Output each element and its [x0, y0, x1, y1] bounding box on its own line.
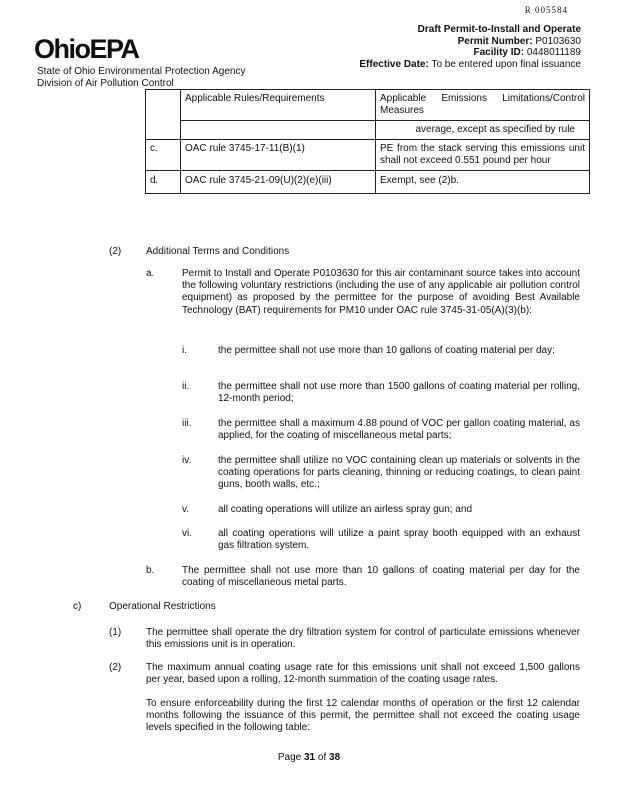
table-row — [146, 171, 590, 194]
effective-date-label: Effective Date: — [359, 58, 429, 70]
subitem-text: the permittee shall a maximum 4.88 pound of VOC per gallon coating material, as applied, for the coating of miscellaneous metal parts; — [218, 418, 580, 442]
subitem-label: i. — [182, 345, 187, 356]
subitem-label: iv. — [182, 455, 192, 466]
page-footer — [0, 752, 618, 763]
item-a-label: a. — [146, 268, 155, 279]
item-a-text: Permit to Install and Operate P0103630 for this air contaminant source takes into account the following voluntary restrictions (including the use of any applicable air pollution control equipment) as proposed by the permittee for the purpose of avoiding Best Available Technology (BAT) requirements for PM10 under OAC rule 3745-31-05(A)(3)(b): — [182, 268, 580, 316]
permit-number: P0103630 — [535, 35, 581, 47]
restriction-number: (2) — [109, 662, 122, 673]
restriction-text: The permittee shall operate the dry filtration system for control of particulate emissions whenever this emissions unit is in operation. — [146, 627, 580, 651]
facility-id-label: Facility ID: — [473, 47, 525, 59]
restriction-text: The maximum annual coating usage rate for this emissions unit shall not exceed 1,500 gallons per year, based upon a rolling, 12-month summation of the coating usage rates. — [146, 662, 580, 686]
page-prefix: Page — [277, 752, 302, 763]
facility-id: 0448011189 — [526, 47, 581, 59]
page-number: 31 — [303, 752, 316, 763]
section-2-title: Additional Terms and Conditions — [146, 246, 290, 257]
doc-title: Draft Permit-to-Install and Operate — [417, 24, 581, 35]
subitem-text: the permittee shall utilize no VOC containing clean up materials or solvents in the coating operations for parts cleaning, thinning or reducing coatings, to clean paint guns, booth walls, etc.; — [218, 455, 580, 491]
item-b-label: b. — [146, 565, 155, 576]
enforceability-paragraph: To ensure enforceability during the first 12 calendar months of operation or the first 12 calendar months following the issuance of this permit, the permittee shall not exceed the coating usage levels specified in the following table: — [146, 698, 580, 734]
agency-block — [37, 66, 245, 90]
table-continuation-row — [146, 121, 590, 140]
table-header-row — [146, 90, 590, 121]
record-id: R 005584 — [524, 5, 568, 15]
permit-header — [359, 24, 581, 70]
section-2-number: (2) — [109, 246, 122, 257]
page-total: 38 — [329, 752, 341, 763]
item-b-text: The permittee shall not use more than 10 gallons of coating material per day for the coating of miscellaneous metal parts. — [182, 565, 580, 589]
header-limits: Applicable Emissions Limitations/Control Measures — [376, 90, 590, 121]
row-limit: Exempt, see (2)b. — [376, 171, 590, 194]
section-c-title: Operational Restrictions — [109, 601, 216, 612]
agency-name: State of Ohio Environmental Protection Agency — [37, 66, 246, 77]
row-rule: OAC rule 3745-21-09(U)(2)(e)(iii) — [181, 171, 376, 194]
continuation-text: average, except as specified by rule — [376, 121, 590, 140]
restriction-number: (1) — [109, 627, 122, 638]
row-rule: OAC rule 3745-17-11(B)(1) — [181, 140, 376, 171]
ohio-epa-logo: OhioEPA — [34, 34, 139, 64]
subitem-text: the permittee shall not use more than 10 gallons of coating material per day; — [218, 345, 555, 356]
effective-date: To be entered upon final issuance — [431, 58, 581, 70]
table-row — [146, 140, 590, 171]
division-name: Division of Air Pollution Control — [37, 78, 174, 89]
row-limit: PE from the stack serving this emissions unit shall not exceed 0.551 pound per hour — [376, 140, 590, 171]
requirements-table — [145, 89, 590, 194]
subitem-label: v. — [182, 504, 190, 515]
permit-number-label: Permit Number: — [457, 35, 533, 47]
subitem-text: the permittee shall not use more than 1500 gallons of coating material per rolling, 12-month period; — [218, 381, 580, 405]
subitem-label: vi. — [182, 528, 192, 539]
subitem-label: ii. — [182, 381, 190, 392]
row-id: d. — [146, 171, 181, 194]
subitem-text: all coating operations will utilize a paint spray booth equipped with an exhaust gas filtration system. — [218, 528, 580, 552]
subitem-text: all coating operations will utilize an airless spray gun; and — [218, 504, 473, 515]
row-id: c. — [146, 140, 181, 171]
section-c-label: c) — [73, 601, 82, 612]
page-of: of — [317, 752, 327, 763]
subitem-label: iii. — [182, 418, 192, 429]
header-rules: Applicable Rules/Requirements — [181, 90, 376, 121]
